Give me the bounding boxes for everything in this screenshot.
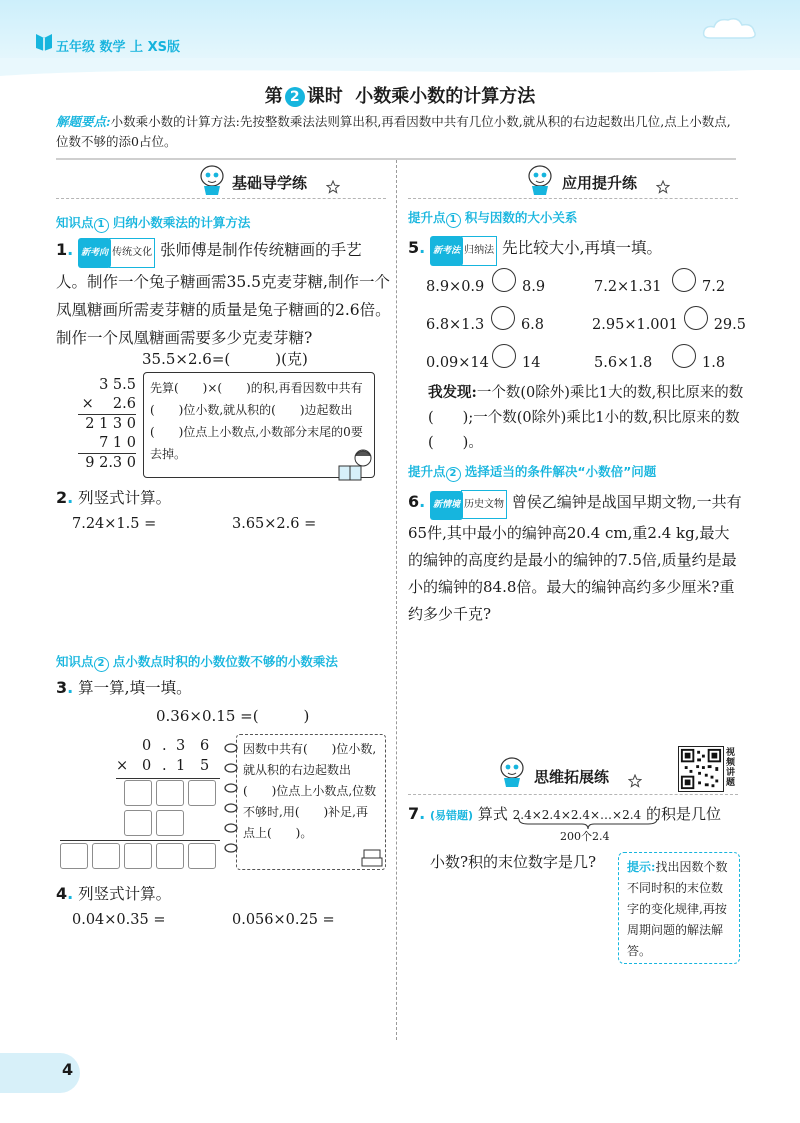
column-divider — [396, 160, 397, 1040]
answer-box[interactable] — [188, 780, 216, 806]
grade-label: 五年级 数学 上 XS版 — [56, 40, 180, 55]
improve-point-2: 提升点 2 选择适当的条件解决“小数倍”问题 — [408, 462, 656, 482]
key-points — [56, 112, 736, 154]
compare-circle[interactable] — [492, 268, 516, 292]
question-1 — [56, 236, 392, 352]
compare-circle[interactable] — [672, 268, 696, 292]
answer-box[interactable] — [124, 810, 152, 836]
knowledge-point-2: 知识点 2 点小数点时积的小数位数不够的小数乘法 — [56, 652, 338, 672]
section-title-basic: 基础导学练 — [232, 174, 308, 192]
question-number: 1. — [56, 240, 74, 259]
q7-expression: 2.4×2.4×2.4×…×2.4 — [512, 808, 642, 822]
star-icon — [628, 774, 642, 788]
question-7: 7. (易错题) 算式 2.4×2.4×2.4×…×2.4 的积是几位 — [408, 800, 748, 830]
answer-box[interactable] — [156, 780, 184, 806]
answer-box[interactable] — [156, 843, 184, 869]
q1-note-box: 先算( )×( )的积,再看因数中共有( )位小数,就从积的( )边起数出( )位点上小数点,小数部分末尾的0要去掉。 — [143, 372, 375, 478]
improve-point-1: 提升点 1 积与因数的大小关系 — [408, 208, 577, 228]
compare-circle[interactable] — [672, 344, 696, 368]
page-number: 4 — [62, 1060, 74, 1079]
header-wave — [0, 58, 800, 82]
hint-box: 提示:找出因数个数不同时积的末位数字的变化规律,再按周期问题的解法解答。 — [618, 852, 740, 964]
qr-label: 视频讲题 — [726, 748, 736, 788]
section-title-thinking: 思维拓展练 — [534, 768, 610, 786]
q4-item-1: 0.04×0.35 = — [72, 912, 166, 928]
q1-equation: 35.5×2.6=( )(克) — [142, 350, 308, 368]
compare-circle[interactable] — [492, 344, 516, 368]
question-text: 张师傅是制作传统糖画的手艺人。制作一个兔子糖画需35.5克麦芽糖,制作一个凤凰糖画所需麦芽糖的质量是兔子糖画的2.6倍。制作一个凤凰糖画需要多少克麦芽糖? — [56, 241, 391, 347]
question-5: 5. 新考法 归纳法 先比较大小,再填一填。 — [408, 234, 744, 266]
section-rule — [408, 198, 738, 199]
key-points-label: 解题要点: — [56, 114, 111, 129]
q5-compare-grid: 8.9×0.9 8.9 7.2×1.31 7.2 6.8×1.3 6.8 2.95×1.001 29.5 0.09×14 14 5.6×1.8 1.8 — [426, 268, 746, 382]
mascot-icon — [498, 756, 526, 788]
girl-reading-icon — [335, 446, 375, 482]
section-title-apply: 应用提升练 — [562, 174, 638, 192]
error-prone-tag: (易错题) — [430, 809, 474, 822]
question-2: 2. 列竖式计算。 — [56, 488, 172, 507]
answer-box[interactable] — [60, 843, 88, 869]
question-3: 3. 算一算,填一填。 — [56, 678, 192, 697]
mascot-icon — [526, 164, 554, 196]
books-icon — [360, 840, 384, 868]
answer-box[interactable] — [188, 843, 216, 869]
qr-code-icon[interactable] — [678, 746, 724, 792]
q3-note-box: 因数中共有( )位小数,就从积的右边起数出( )位点上小数点,位数不够时,用( )补足,再点上( )。 — [236, 734, 386, 870]
book-logo-icon — [34, 30, 54, 52]
q4-item-2: 0.056×0.25 = — [232, 912, 335, 928]
star-icon — [656, 180, 670, 194]
question-4: 4. 列竖式计算。 — [56, 884, 172, 903]
spiral-binding-icon — [222, 740, 240, 860]
answer-box[interactable] — [156, 810, 184, 836]
q7-question-line-2: 小数?积的末位数字是几? — [430, 853, 597, 871]
q5-finding: 我发现:一个数(0除外)乘比1大的数,积比原来的数( );一个数(0除外)乘比1小的数,积比原来的数( )。 — [428, 384, 744, 451]
answer-box[interactable] — [124, 843, 152, 869]
brace-label: 200个2.4 — [560, 830, 610, 843]
section-rule — [408, 794, 738, 795]
q2-item-2: 3.65×2.6 = — [232, 516, 317, 532]
compare-circle[interactable] — [684, 306, 708, 330]
section-rule — [56, 198, 386, 199]
q1-vertical-calc: 3 5.5 × 2.6 2 1 3 0 7 1 0 9 2.3 0 — [78, 376, 136, 473]
lesson-title: 第 2 课时 小数乘小数的计算方法 — [264, 86, 536, 107]
star-icon — [326, 180, 340, 194]
compare-circle[interactable] — [491, 306, 515, 330]
cloud-icon — [700, 14, 760, 44]
q3-vertical-top: 0 . 3 6 — [142, 738, 210, 754]
knowledge-point-1: 知识点 1 归纳小数乘法的计算方法 — [56, 213, 250, 233]
topic-tag: 传统文化 — [109, 238, 155, 268]
q3-line-1 — [116, 778, 220, 779]
q2-item-1: 7.24×1.5 = — [72, 516, 157, 532]
new-tag: 新考向 — [78, 238, 111, 268]
answer-box[interactable] — [92, 843, 120, 869]
q3-equation: 0.36×0.15 =( ) — [156, 707, 310, 725]
question-6: 6. 新情境 历史文物 曾侯乙编钟是战国早期文物,一共有65件,其中最小的编钟高20.4 cm,重2.4 kg,最大的编钟的高度约是最小的编钟的7.5倍,质量约是最小的编钟的84.8倍。最大的编钟高约多少厘米?重约多少千克? — [408, 492, 742, 623]
mascot-icon — [198, 164, 226, 196]
key-points-text: 小数乘小数的计算方法:先按整数乘法法则算出积,再看因数中共有几位小数,就从积的右边起数出几位,点上小数点,位数不够的添0占位。 — [56, 114, 731, 149]
q3-vertical-bottom: × 0 . 1 5 — [116, 758, 210, 774]
q3-line-2 — [60, 840, 220, 841]
answer-box[interactable] — [124, 780, 152, 806]
lesson-number-badge: 2 — [285, 87, 305, 107]
